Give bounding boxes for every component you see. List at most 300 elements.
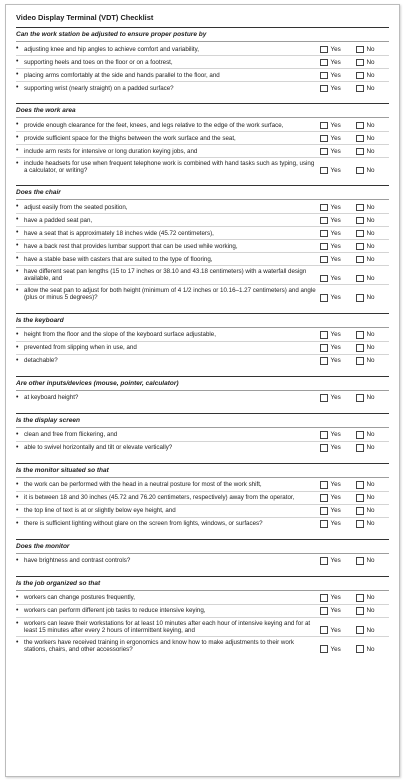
item-text: workers can leave their workstations for at least 10 minutes after each hour of intensive keying and for at least 15 minutes after every 2 hours of intermittent keying, and (24, 619, 311, 634)
no-option[interactable] (356, 217, 389, 227)
no-checkbox[interactable] (356, 344, 364, 352)
bullet-icon: • (16, 203, 19, 211)
yes-option[interactable] (320, 645, 356, 655)
yes-option[interactable] (320, 520, 356, 530)
no-label: No (366, 242, 375, 250)
section-divider (16, 427, 389, 428)
yes-label: Yes (330, 147, 341, 155)
no-label: No (366, 147, 375, 155)
section-heading: Is the job organized so that (16, 576, 389, 590)
yes-checkbox[interactable] (320, 59, 328, 67)
checklist-item (16, 479, 389, 492)
bullet-icon: • (16, 45, 19, 52)
yes-checkbox[interactable] (320, 444, 328, 452)
no-label: No (366, 494, 375, 502)
item-text: supporting heels and toes on the floor or on a footrest, (24, 58, 173, 66)
yes-label: Yes (330, 45, 341, 53)
no-checkbox[interactable] (356, 431, 364, 439)
no-option[interactable] (356, 344, 389, 354)
checklist-item (16, 592, 389, 605)
no-checkbox[interactable] (356, 243, 364, 251)
bullet-icon: • (16, 84, 19, 91)
no-option[interactable] (356, 46, 389, 56)
no-label: No (366, 357, 375, 365)
no-label: No (366, 229, 375, 237)
no-option[interactable] (356, 507, 389, 517)
yes-label: Yes (330, 645, 341, 653)
no-checkbox[interactable] (356, 626, 364, 634)
yes-option[interactable] (320, 217, 356, 227)
bullet-icon: • (16, 506, 19, 514)
yes-checkbox[interactable] (320, 294, 328, 302)
section-divider (16, 41, 389, 42)
bullet-icon: • (16, 229, 19, 237)
bullet-icon: • (16, 160, 19, 167)
no-label: No (366, 626, 375, 634)
section-gap (16, 567, 389, 576)
no-option[interactable] (356, 645, 389, 655)
yes-label: Yes (330, 58, 341, 66)
section-gap (16, 404, 389, 413)
item-text: allow the seat pan to adjust for both height (minimum of 4 1/2 inches or 10.16–1.27 centimeters) and angle (plus or minus 5 degrees)? (24, 287, 316, 302)
section-divider (16, 199, 389, 200)
section-heading: Is the monitor situated so that (16, 463, 389, 477)
no-option[interactable] (356, 85, 389, 95)
item-text: prevented from slipping when in use, and (24, 344, 137, 352)
item-text: placing arms comfortably at the side and hands parallel to the floor, and (24, 71, 220, 79)
section-divider (16, 117, 389, 118)
yes-option[interactable] (320, 167, 356, 177)
no-checkbox[interactable] (356, 46, 364, 54)
yes-checkbox[interactable] (320, 85, 328, 93)
yes-label: Yes (330, 71, 341, 79)
checklist-section (16, 576, 389, 655)
yes-option[interactable] (320, 481, 356, 491)
no-checkbox[interactable] (356, 645, 364, 653)
bullet-icon: • (16, 242, 19, 250)
yes-option[interactable] (320, 46, 356, 56)
no-checkbox[interactable] (356, 507, 364, 515)
checklist-item (16, 132, 389, 145)
section-heading: Does the chair (16, 185, 389, 199)
bullet-icon: • (16, 71, 19, 78)
no-label: No (366, 431, 375, 439)
bullet-icon: • (16, 430, 19, 438)
checklist-section (16, 463, 389, 530)
yes-label: Yes (330, 431, 341, 439)
bullet-icon: • (16, 493, 19, 501)
checklist-item (16, 227, 389, 240)
item-text: have different seat pan lengths (15 to 17 inches or 38.10 and 43.18 centimeters) with a waterfall design available, and (24, 268, 307, 283)
checklist-item (16, 429, 389, 442)
checklist-item (16, 56, 389, 69)
no-checkbox[interactable] (356, 494, 364, 502)
yes-label: Yes (330, 507, 341, 515)
section-heading: Is the keyboard (16, 313, 389, 327)
section-divider (16, 477, 389, 478)
checklist-item (16, 555, 389, 567)
section-heading: Are other inputs/devices (mouse, pointer, calculator) (16, 376, 389, 390)
yes-label: Yes (330, 203, 341, 211)
yes-label: Yes (330, 294, 341, 302)
yes-option[interactable] (320, 344, 356, 354)
no-checkbox[interactable] (356, 59, 364, 67)
yes-checkbox[interactable] (320, 135, 328, 143)
yes-checkbox[interactable] (320, 204, 328, 212)
yes-checkbox[interactable] (320, 46, 328, 54)
section-heading: Does the work area (16, 103, 389, 117)
yes-checkbox[interactable] (320, 607, 328, 615)
yes-checkbox[interactable] (320, 344, 328, 352)
no-label: No (366, 45, 375, 53)
no-label: No (366, 557, 375, 565)
section-gap (16, 530, 389, 539)
bullet-icon: • (16, 393, 19, 401)
item-text: adjust easily from the seated position, (24, 204, 128, 212)
no-option[interactable] (356, 594, 389, 604)
checklist-item (16, 492, 389, 505)
no-option[interactable] (356, 256, 389, 266)
yes-option[interactable] (320, 357, 356, 367)
yes-option[interactable] (320, 394, 356, 404)
yes-option[interactable] (320, 135, 356, 145)
no-label: No (366, 444, 375, 452)
no-option[interactable] (356, 122, 389, 132)
item-text: provide enough clearance for the feet, knees, and legs relative to the edge of the work surface, (24, 121, 284, 129)
no-checkbox[interactable] (356, 167, 364, 175)
checklist-sections (16, 27, 389, 655)
no-label: No (366, 121, 375, 129)
no-checkbox[interactable] (356, 275, 364, 283)
item-text: workers can perform different job tasks to reduce intensive keying, (24, 607, 206, 615)
no-checkbox[interactable] (356, 72, 364, 80)
yes-checkbox[interactable] (320, 72, 328, 80)
no-option[interactable] (356, 243, 389, 253)
yes-label: Yes (330, 229, 341, 237)
yes-checkbox[interactable] (320, 243, 328, 251)
no-label: No (366, 331, 375, 339)
no-label: No (366, 203, 375, 211)
no-option[interactable] (356, 444, 389, 454)
no-checkbox[interactable] (356, 135, 364, 143)
yes-checkbox[interactable] (320, 494, 328, 502)
yes-label: Yes (330, 607, 341, 615)
no-option[interactable] (356, 167, 389, 177)
bullet-icon: • (16, 121, 19, 128)
bullet-icon: • (16, 519, 19, 527)
yes-option[interactable] (320, 148, 356, 158)
no-checkbox[interactable] (356, 217, 364, 225)
no-label: No (366, 166, 375, 174)
checklist-item (16, 342, 389, 355)
no-checkbox[interactable] (356, 294, 364, 302)
no-checkbox[interactable] (356, 256, 364, 264)
item-text: detachable? (24, 357, 58, 365)
yes-option[interactable] (320, 243, 356, 253)
section-gap (16, 176, 389, 185)
item-text: have brightness and contrast controls? (24, 557, 131, 565)
section-gap (16, 367, 389, 376)
yes-label: Yes (330, 494, 341, 502)
checklist-item (16, 285, 389, 303)
yes-label: Yes (330, 520, 341, 528)
section-divider (16, 390, 389, 391)
checklist-section (16, 313, 389, 367)
bullet-icon: • (16, 606, 19, 614)
no-label: No (366, 394, 375, 402)
yes-label: Yes (330, 357, 341, 365)
yes-option[interactable] (320, 230, 356, 240)
no-checkbox[interactable] (356, 394, 364, 402)
checklist-item (16, 518, 389, 530)
item-text: have a stable base with casters that are suited to the type of flooring, (24, 256, 213, 264)
no-checkbox[interactable] (356, 594, 364, 602)
no-option[interactable] (356, 59, 389, 69)
checklist-item (16, 82, 389, 94)
checklist-section (16, 185, 389, 303)
yes-checkbox[interactable] (320, 167, 328, 175)
item-text: have a seat that is approximately 18 inches wide (45.72 centimeters), (24, 230, 214, 238)
no-option[interactable] (356, 481, 389, 491)
yes-label: Yes (330, 121, 341, 129)
item-text: workers can change postures frequently, (24, 594, 135, 602)
no-option[interactable] (356, 494, 389, 504)
no-option[interactable] (356, 331, 389, 341)
yes-checkbox[interactable] (320, 230, 328, 238)
item-text: have a padded seat pan, (24, 217, 93, 225)
no-option[interactable] (356, 607, 389, 617)
checklist-item (16, 119, 389, 132)
no-label: No (366, 275, 375, 283)
yes-option[interactable] (320, 331, 356, 341)
yes-label: Yes (330, 481, 341, 489)
checklist-item (16, 266, 389, 285)
no-option[interactable] (356, 431, 389, 441)
item-text: the work can be performed with the head in a neutral posture for most of the work shift, (24, 481, 262, 489)
item-text: include headsets for use when frequent telephone work is combined with hand tasks such as typing, using a calculator, or writing? (24, 160, 315, 175)
yes-option[interactable] (320, 607, 356, 617)
no-label: No (366, 607, 375, 615)
item-text: there is sufficient lighting without glare on the screen from lights, windows, or surfaces? (24, 520, 263, 528)
yes-label: Yes (330, 344, 341, 352)
item-text: adjusting knee and hip angles to achieve comfort and variability, (24, 45, 199, 53)
yes-option[interactable] (320, 294, 356, 304)
yes-option[interactable] (320, 85, 356, 95)
no-checkbox[interactable] (356, 148, 364, 156)
section-divider (16, 327, 389, 328)
yes-checkbox[interactable] (320, 431, 328, 439)
yes-option[interactable] (320, 204, 356, 214)
item-text: supporting wrist (nearly straight) on a padded surface? (24, 84, 174, 92)
item-text: clean and free from flickering, and (24, 431, 118, 439)
checklist-item (16, 158, 389, 176)
section-heading: Can the work station be adjusted to ensure proper posture by (16, 27, 389, 41)
yes-label: Yes (330, 557, 341, 565)
yes-label: Yes (330, 626, 341, 634)
bullet-icon: • (16, 556, 19, 564)
bullet-icon: • (16, 343, 19, 351)
no-label: No (366, 58, 375, 66)
checklist-section (16, 376, 389, 404)
checklist-item (16, 505, 389, 518)
no-option[interactable] (356, 135, 389, 145)
no-label: No (366, 216, 375, 224)
bullet-icon: • (16, 287, 19, 295)
no-label: No (366, 645, 375, 653)
yes-option[interactable] (320, 507, 356, 517)
yes-option[interactable] (320, 431, 356, 441)
bullet-icon: • (16, 268, 19, 276)
no-label: No (366, 481, 375, 489)
yes-option[interactable] (320, 494, 356, 504)
yes-checkbox[interactable] (320, 557, 328, 565)
no-checkbox[interactable] (356, 85, 364, 93)
yes-checkbox[interactable] (320, 148, 328, 156)
item-text: include arm rests for intensive or long duration keying jobs, and (24, 147, 198, 155)
no-label: No (366, 134, 375, 142)
item-text: height from the floor and the slope of the keyboard surface adjustable, (24, 331, 216, 339)
yes-checkbox[interactable] (320, 217, 328, 225)
yes-option[interactable] (320, 122, 356, 132)
yes-checkbox[interactable] (320, 520, 328, 528)
checklist-item (16, 442, 389, 454)
no-option[interactable] (356, 204, 389, 214)
bullet-icon: • (16, 134, 19, 141)
checklist-title: Video Display Terminal (VDT) Checklist (16, 13, 154, 22)
section-heading: Is the display screen (16, 413, 389, 427)
no-option[interactable] (356, 230, 389, 240)
no-checkbox[interactable] (356, 520, 364, 528)
bullet-icon: • (16, 638, 19, 646)
bullet-icon: • (16, 330, 19, 338)
checklist-item (16, 253, 389, 266)
bullet-icon: • (16, 356, 19, 364)
yes-label: Yes (330, 84, 341, 92)
yes-checkbox[interactable] (320, 645, 328, 653)
yes-option[interactable] (320, 444, 356, 454)
no-option[interactable] (356, 294, 389, 304)
checklist-item (16, 329, 389, 342)
no-option[interactable] (356, 394, 389, 404)
yes-checkbox[interactable] (320, 357, 328, 365)
bullet-icon: • (16, 480, 19, 488)
bullet-icon: • (16, 443, 19, 451)
no-checkbox[interactable] (356, 557, 364, 565)
no-checkbox[interactable] (356, 444, 364, 452)
yes-checkbox[interactable] (320, 481, 328, 489)
yes-checkbox[interactable] (320, 122, 328, 130)
yes-checkbox[interactable] (320, 507, 328, 515)
yes-label: Yes (330, 166, 341, 174)
yes-label: Yes (330, 394, 341, 402)
section-heading: Does the monitor (16, 539, 389, 553)
yes-option[interactable] (320, 594, 356, 604)
yes-option[interactable] (320, 59, 356, 69)
item-text: have a back rest that provides lumbar support that can be used while working, (24, 243, 238, 251)
checklist-item (16, 145, 389, 158)
yes-label: Yes (330, 242, 341, 250)
item-text: the workers have received training in ergonomics and know how to make adjustments to their work stations, chairs, and other accessories? (24, 638, 294, 653)
yes-checkbox[interactable] (320, 626, 328, 634)
no-checkbox[interactable] (356, 607, 364, 615)
no-label: No (366, 255, 375, 263)
no-label: No (366, 84, 375, 92)
yes-option[interactable] (320, 557, 356, 567)
yes-label: Yes (330, 255, 341, 263)
no-checkbox[interactable] (356, 122, 364, 130)
no-checkbox[interactable] (356, 204, 364, 212)
section-gap (16, 94, 389, 103)
no-option[interactable] (356, 72, 389, 82)
checklist-item (16, 618, 389, 637)
no-option[interactable] (356, 357, 389, 367)
yes-option[interactable] (320, 256, 356, 266)
yes-checkbox[interactable] (320, 394, 328, 402)
item-text: the top line of text is at or slightly below eye height, and (24, 507, 176, 515)
no-option[interactable] (356, 626, 389, 636)
no-label: No (366, 344, 375, 352)
yes-label: Yes (330, 594, 341, 602)
checklist-section (16, 27, 389, 94)
checklist-section (16, 413, 389, 454)
yes-label: Yes (330, 216, 341, 224)
no-option[interactable] (356, 148, 389, 158)
yes-label: Yes (330, 331, 341, 339)
checklist-item (16, 240, 389, 253)
no-option[interactable] (356, 275, 389, 285)
yes-label: Yes (330, 275, 341, 283)
checklist-item (16, 392, 389, 404)
checklist-item (16, 201, 389, 214)
yes-checkbox[interactable] (320, 594, 328, 602)
no-checkbox[interactable] (356, 331, 364, 339)
no-option[interactable] (356, 520, 389, 530)
bullet-icon: • (16, 255, 19, 263)
checklist-item (16, 637, 389, 655)
no-checkbox[interactable] (356, 357, 364, 365)
checklist-item (16, 605, 389, 618)
section-gap (16, 454, 389, 463)
section-divider (16, 553, 389, 554)
yes-checkbox[interactable] (320, 331, 328, 339)
no-checkbox[interactable] (356, 230, 364, 238)
bullet-icon: • (16, 216, 19, 224)
yes-option[interactable] (320, 275, 356, 285)
item-text: provide sufficient space for the thighs between the work surface and the seat, (24, 134, 236, 142)
no-label: No (366, 294, 375, 302)
no-option[interactable] (356, 557, 389, 567)
yes-option[interactable] (320, 626, 356, 636)
checklist-item (16, 355, 389, 367)
yes-checkbox[interactable] (320, 256, 328, 264)
item-text: at keyboard height? (24, 394, 79, 402)
checklist-item (16, 69, 389, 82)
item-text: it is between 18 and 30 inches (45.72 and 76.20 centimeters, respectively) away from the operator, (24, 494, 295, 502)
no-checkbox[interactable] (356, 481, 364, 489)
yes-checkbox[interactable] (320, 275, 328, 283)
no-label: No (366, 507, 375, 515)
bullet-icon: • (16, 619, 19, 627)
yes-label: Yes (330, 134, 341, 142)
bullet-icon: • (16, 593, 19, 601)
checklist-section (16, 539, 389, 567)
checklist-item (16, 214, 389, 227)
bullet-icon: • (16, 147, 19, 154)
bullet-icon: • (16, 58, 19, 65)
section-divider (16, 590, 389, 591)
no-label: No (366, 71, 375, 79)
yes-option[interactable] (320, 72, 356, 82)
